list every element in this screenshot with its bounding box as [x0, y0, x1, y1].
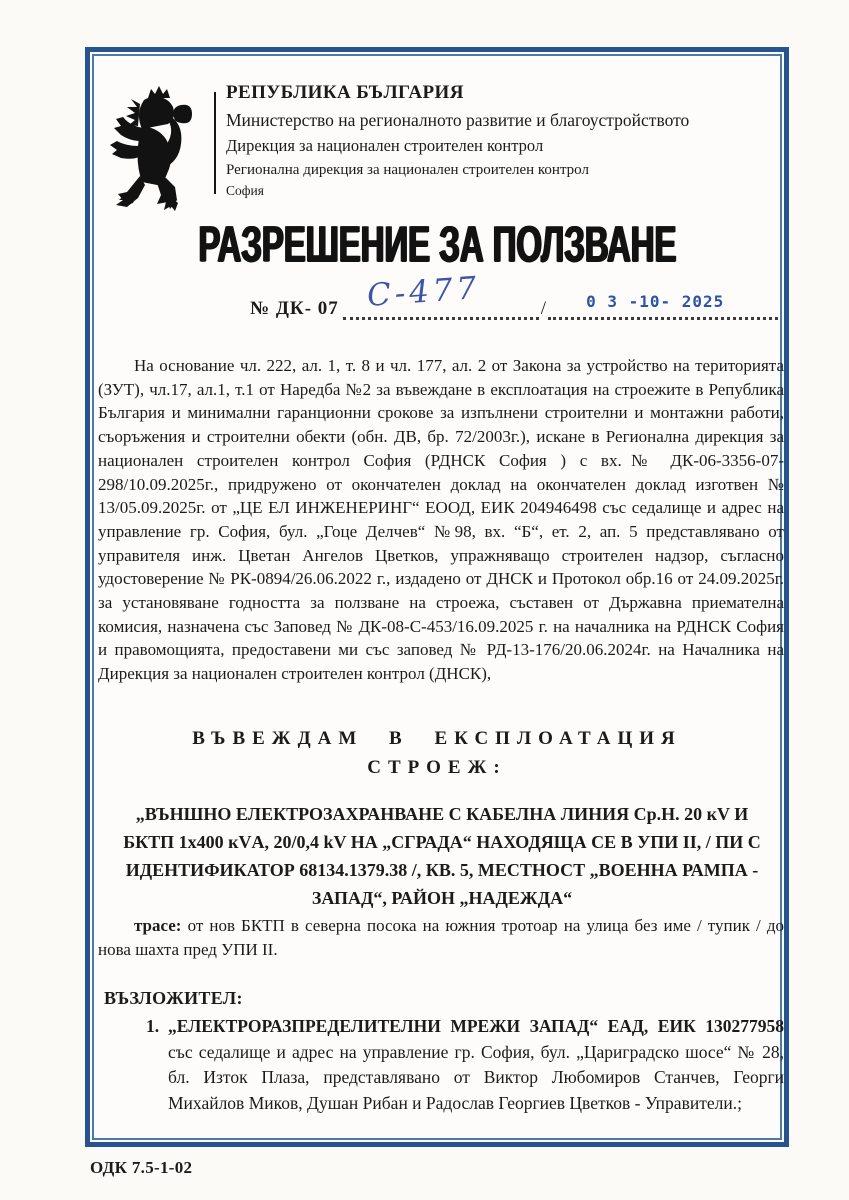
city-name: София — [226, 183, 264, 198]
directorate-name: Дирекция за национален строителен контрол — [226, 136, 544, 155]
leader-dots-date — [548, 292, 778, 320]
republic-name: РЕПУБЛИКА БЪЛГАРИЯ — [226, 82, 464, 103]
ministry-name: Министерство на регионалното развитие и благоустройството — [226, 110, 690, 130]
document-title-row — [90, 214, 784, 273]
route-paragraph — [98, 914, 784, 962]
client-heading: ВЪЗЛОЖИТЕЛ: — [104, 988, 243, 1008]
decree-heading-line2: СТРОЕЖ: — [367, 757, 507, 778]
decree-heading-line1: ВЪВЕЖДАМ В ЕКСПЛОАТАЦИЯ — [192, 728, 682, 749]
regional-directorate-name: Регионална дирекция за национален строителен контрол — [226, 162, 589, 178]
document-frame — [85, 47, 789, 1147]
client-text — [168, 1014, 784, 1116]
handwritten-number: С-477 — [365, 270, 482, 314]
form-code: ОДК 7.5-1-02 — [90, 1158, 193, 1177]
number-line — [250, 270, 778, 320]
client-name: „ЕЛЕКТРОРАЗПРЕДЕЛИТЕЛНИ МРЕЖИ ЗАПАД“ ЕАД, ЕИК 130277958 — [168, 1016, 784, 1036]
number-prefix: № ДК- 07 — [250, 298, 339, 319]
client-item — [98, 1014, 784, 1116]
letterhead — [226, 82, 766, 199]
letterhead-divider — [214, 92, 216, 194]
route-label: трасе: — [134, 916, 182, 935]
client-list — [98, 1014, 784, 1116]
leader-dots-number — [343, 270, 539, 320]
client-details: със седалище и адрес на управление гр. София, бул. „Цариградско шосе“ № 28, бл. Изток Плаза, представлявано от Виктор Любомиров Станчев, Георги Михайлов Миков, Душан Рибан и Радослав Георгиев Цветков - Управители.; — [168, 1041, 784, 1113]
route-text: от нов БКТП в северна посока на южния тротоар на улица без име / тупик / до нова шахта пред УПИ II. — [98, 916, 784, 959]
client-number: 1. — [146, 1016, 160, 1036]
document-title: РАЗРЕШЕНИЕ ЗА ПОЛЗВАНЕ — [197, 214, 677, 273]
bulgarian-lion-coat-of-arms-icon — [106, 86, 206, 216]
slash-separator: / — [540, 298, 547, 319]
date-stamp: 0 3 -10- 2025 — [586, 292, 725, 311]
legal-basis-paragraph: На основание чл. 222, ал. 1, т. 8 и чл. 177, ал. 2 от Закона за устройство на територията (ЗУТ), чл.17, ал.1, т.1 от Наредба №2 за въвеждане в експлоатация на строежите в Република България и минимални гаранционни срокове за изпълнени строителни и монтажни работи, съоръжения и строителни обекти (обн. ДВ, бр. 72/2003г.), искане в Регионална дирекция за национален строителен контрол София (РДНСК София ) с вх.№ ДК-06-3356-07-298/10.09.2025г., придружено от окончателен доклад на окончателен доклад изготвен № 13/05.09.2025г. от „ЦЕ ЕЛ ИНЖЕНЕРИНГ“ ЕООД, ЕИК 204946498 със седалище и адрес на управление гр. София, бул. „Гоце Делчев“ №98, вх. “Б“, ет. 2, ап. 5 представлявано от управителя инж. Цветан Ангелов Цветков, упражняващо строителен надзор, съгласно удостоверение № РК-0894/26.06.2022 г., издадено от ДНСК и Протокол обр.16 от 24.09.2025г. за установяване годността за ползване на строежа, съставен от Държавна приемателна комисия, назначена със Заповед № ДК-08-С-453/16.09.2025 г. на началника на РДНСК София и правомощията, предоставени ми със заповед № РД-13-176/20.06.2024г. на Началника на Дирекция за национален строителен контрол (ДНСК), — [98, 356, 784, 684]
construction-name: „ВЪНШНО ЕЛЕКТРОЗАХРАНВАНЕ С КАБЕЛНА ЛИНИЯ Ср.Н. 20 кV И БКТП 1х400 кVА, 20/0,4 kV НА „СГРАДА“ НАХОДЯЩА СЕ В УПИ II, / ПИ С ИДЕНТИФИКАТОР 68134.1379.38 /, КВ. 5, МЕСТНОСТ „ВОЕННА РАМПА - ЗАПАД“, РАЙОН „НАДЕЖДА“ — [123, 804, 761, 908]
decree-heading — [90, 724, 784, 782]
